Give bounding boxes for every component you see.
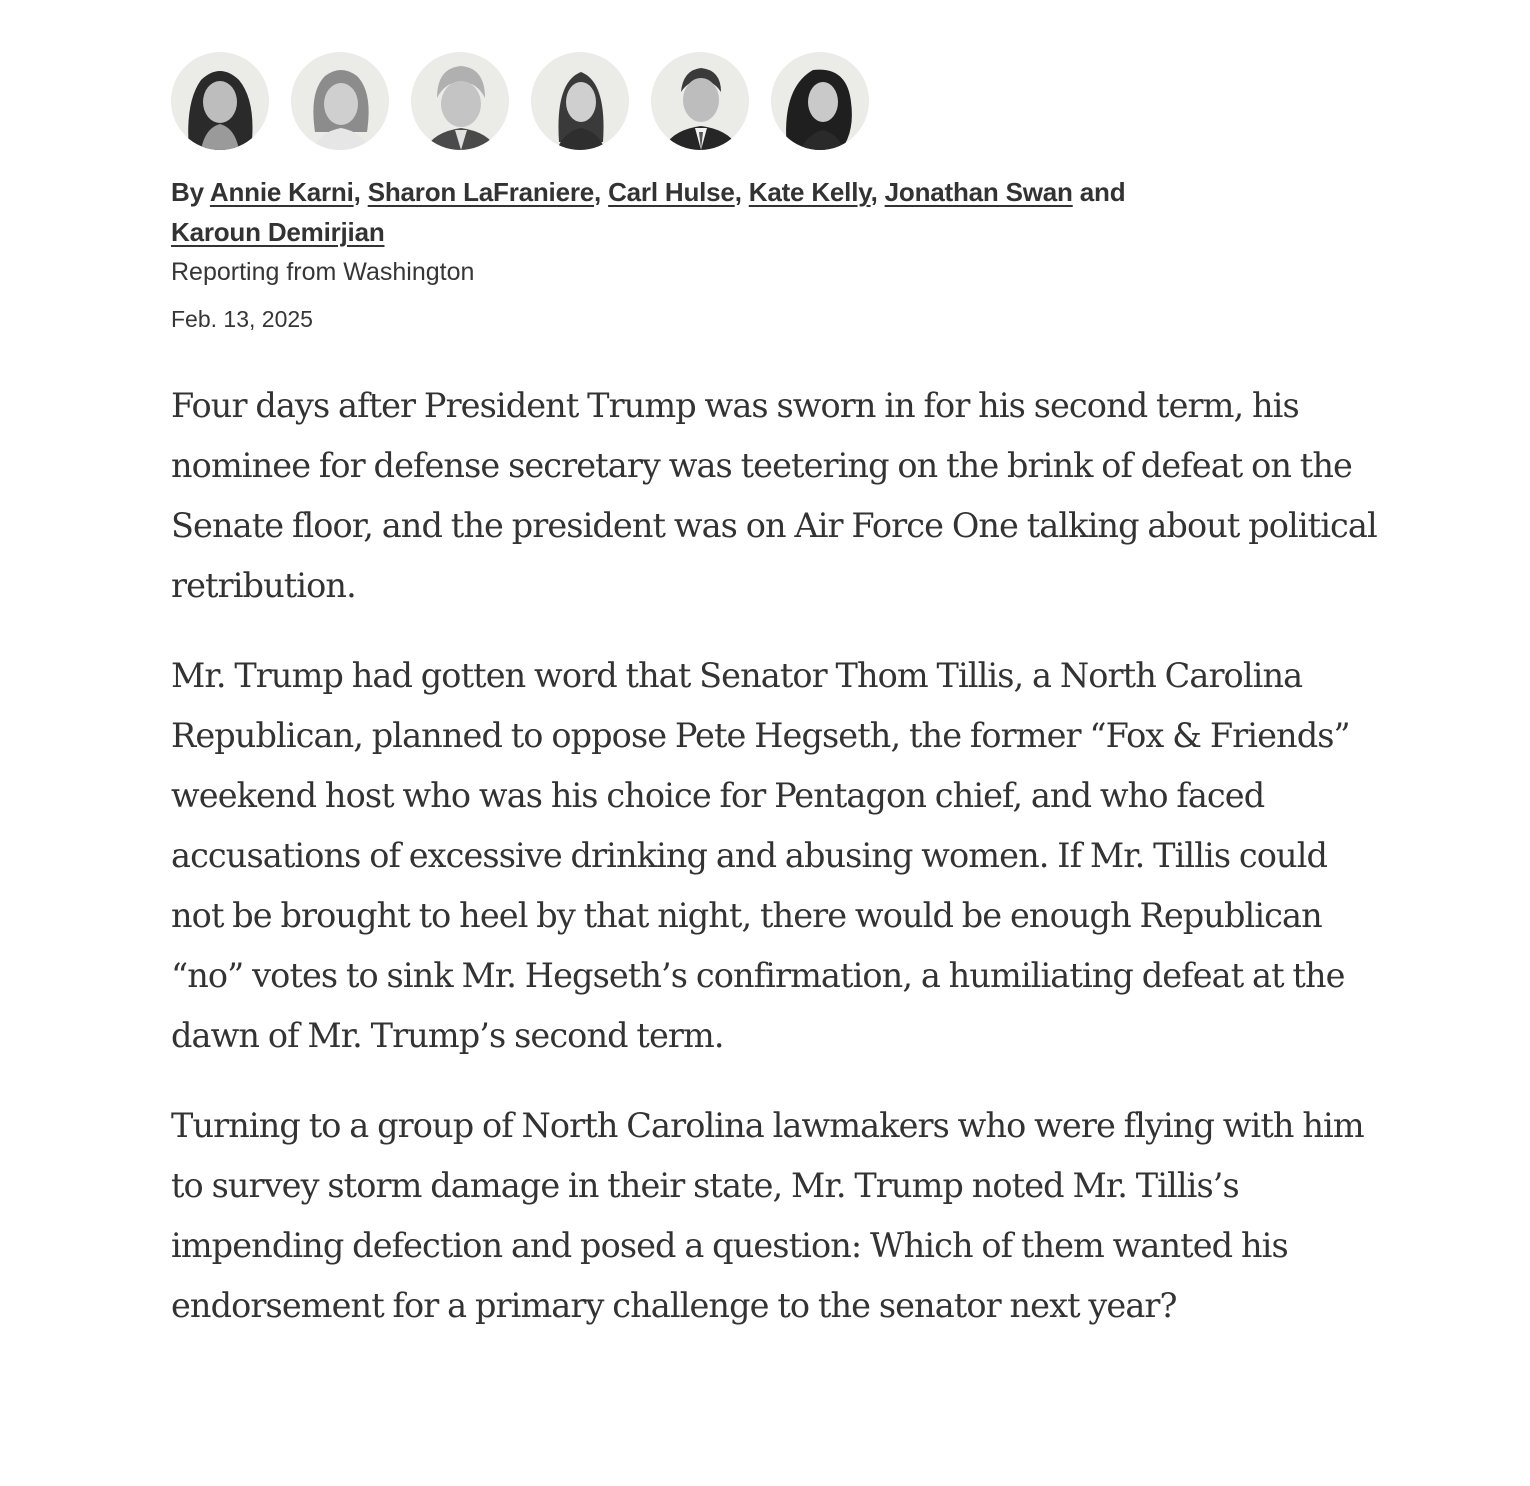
byline-separator: , (734, 177, 742, 207)
author-avatars (171, 52, 1391, 152)
byline-separator: and (1072, 177, 1126, 207)
article (171, 52, 1391, 1366)
author-avatar[interactable] (411, 52, 509, 150)
author-link[interactable]: Carl Hulse (608, 177, 735, 207)
byline-separator: , (870, 177, 878, 207)
byline-separator: , (353, 177, 361, 207)
author-link[interactable]: Karoun Demirjian (171, 217, 385, 247)
byline (171, 172, 1231, 252)
author-link[interactable]: Sharon LaFraniere (367, 177, 595, 207)
author-link[interactable]: Kate Kelly (748, 177, 871, 207)
author-avatar[interactable] (771, 52, 869, 150)
publish-date: Feb. 13, 2025 (171, 306, 313, 332)
author-avatar[interactable] (291, 52, 389, 150)
byline-separator: , (594, 177, 602, 207)
article-body (171, 376, 1391, 1336)
dateline: Reporting from Washington (171, 258, 475, 286)
author-avatar[interactable] (171, 52, 269, 150)
paragraph: Four days after President Trump was sworn in for his second term, his nominee for defense secretary was teetering on the brink of defeat on the Senate floor, and the president was on Air Force One talking about political retribution. (171, 386, 1377, 605)
byline-prefix: By (171, 177, 204, 207)
author-link[interactable]: Jonathan Swan (884, 177, 1073, 207)
author-avatar[interactable] (651, 52, 749, 150)
paragraph: Mr. Trump had gotten word that Senator Thom Tillis, a North Carolina Republican, planned to oppose Pete Hegseth, the former “Fox & Friends” weekend host who was his choice for Pentagon chief, and who faced accusations of excessive drinking and abusing women. If Mr. Tillis could not be brought to heel by that night, there would be enough Republican “no” votes to sink Mr. Hegseth’s confirmation, a humiliating defeat at the dawn of Mr. Trump’s second term. (171, 656, 1350, 1055)
author-avatar[interactable] (531, 52, 629, 150)
paragraph: Turning to a group of North Carolina lawmakers who were flying with him to survey storm damage in their state, Mr. Trump noted Mr. Tillis’s impending defection and posed a question: Which of them wanted his endorsement for a primary challenge to the senator next year? (171, 1106, 1364, 1325)
author-link[interactable]: Annie Karni (209, 177, 354, 207)
